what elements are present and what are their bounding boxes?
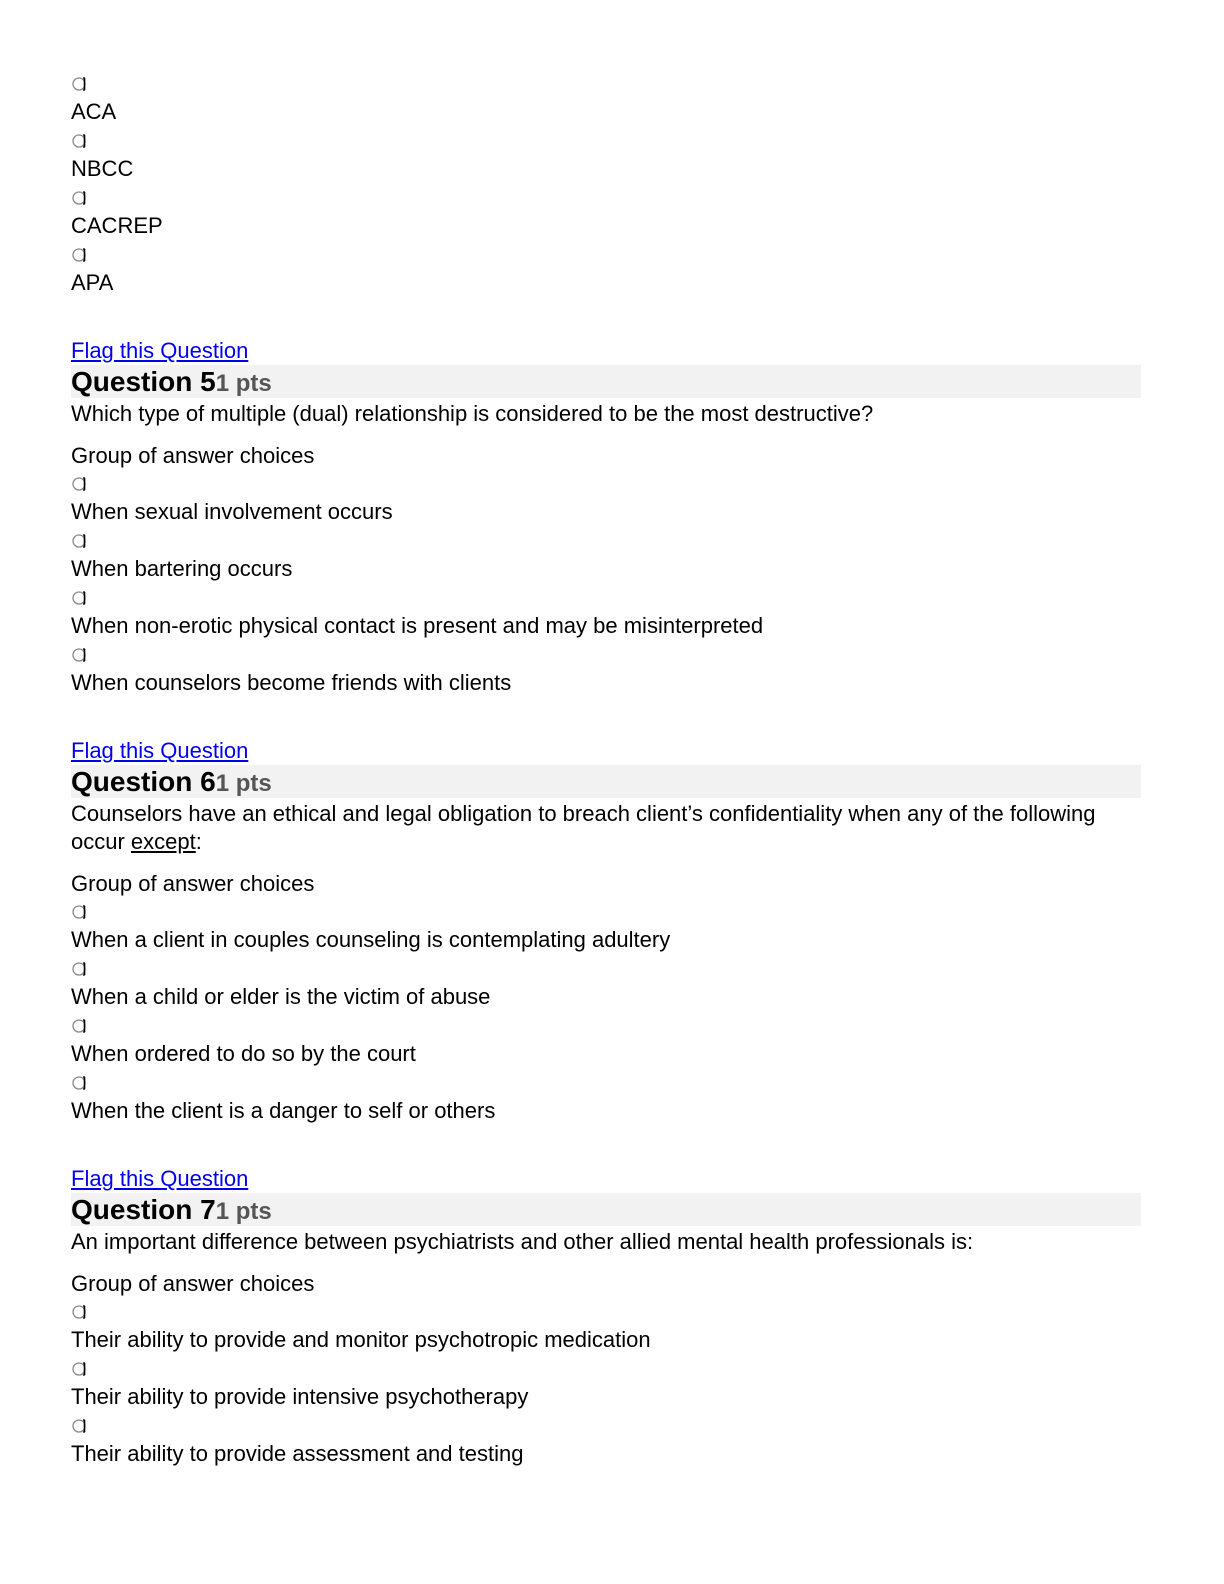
radio-row xyxy=(71,1355,1141,1381)
radio-button[interactable] xyxy=(71,1417,88,1434)
choice-label: ACA xyxy=(71,99,117,124)
question-text xyxy=(71,800,1141,856)
choice-label: When sexual involvement occurs xyxy=(71,499,393,524)
question-title: Question 5 xyxy=(71,366,216,397)
question-title: Question 6 xyxy=(71,766,216,797)
question-header xyxy=(71,365,1141,398)
question-text xyxy=(71,400,1141,428)
question-title: Question 7 xyxy=(71,1194,216,1225)
spacer xyxy=(71,1126,1141,1166)
choice-label: Their ability to provide and monitor psychotropic medication xyxy=(71,1327,651,1352)
radio-button[interactable] xyxy=(71,589,88,606)
radio-button[interactable] xyxy=(71,1074,88,1091)
choice-label: When counselors become friends with clients xyxy=(71,670,512,695)
radio-row xyxy=(71,70,1141,96)
group-label: Group of answer choices xyxy=(71,443,315,468)
question-text-end: : xyxy=(195,829,202,854)
radio-circle-icon xyxy=(71,475,88,492)
radio-circle-icon xyxy=(71,589,88,606)
radio-row xyxy=(71,1012,1141,1038)
radio-circle-icon xyxy=(71,132,88,149)
choice-label: When ordered to do so by the court xyxy=(71,1041,416,1066)
choice-label: When a child or elder is the victim of abuse xyxy=(71,984,491,1009)
radio-button[interactable] xyxy=(71,189,88,206)
question-points: 1 pts xyxy=(215,370,272,397)
radio-circle-icon xyxy=(71,1074,88,1091)
choice-label: When a client in couples counseling is contemplating adultery xyxy=(71,927,671,952)
question-text xyxy=(71,1228,1141,1256)
question-5 xyxy=(71,338,1141,698)
radio-row xyxy=(71,470,1141,496)
radio-circle-icon xyxy=(71,960,88,977)
spacer xyxy=(71,298,1141,338)
radio-button[interactable] xyxy=(71,1360,88,1377)
radio-button[interactable] xyxy=(71,646,88,663)
radio-circle-icon xyxy=(71,903,88,920)
previous-question-choices xyxy=(71,70,1141,298)
spacer xyxy=(71,698,1141,738)
question-text-main: An important difference between psychiatrists and other allied mental health professionals is: xyxy=(71,1229,974,1254)
choice-label: APA xyxy=(71,270,114,295)
radio-row xyxy=(71,955,1141,981)
radio-row xyxy=(71,184,1141,210)
radio-button[interactable] xyxy=(71,475,88,492)
group-label: Group of answer choices xyxy=(71,871,315,896)
quiz-page xyxy=(71,70,1141,1469)
choice-label: When the client is a danger to self or others xyxy=(71,1098,496,1123)
radio-circle-icon xyxy=(71,646,88,663)
flag-question-link[interactable]: Flag this Question xyxy=(71,738,249,763)
question-6 xyxy=(71,738,1141,1126)
radio-circle-icon xyxy=(71,75,88,92)
radio-circle-icon xyxy=(71,1417,88,1434)
radio-button[interactable] xyxy=(71,75,88,92)
choice-label: When bartering occurs xyxy=(71,556,293,581)
question-points: 1 pts xyxy=(215,1198,272,1225)
choice-label: Their ability to provide assessment and testing xyxy=(71,1441,524,1466)
radio-circle-icon xyxy=(71,1303,88,1320)
radio-circle-icon xyxy=(71,1017,88,1034)
choice-label: NBCC xyxy=(71,156,134,181)
choice-label: When non-erotic physical contact is present and may be misinterpreted xyxy=(71,613,764,638)
flag-question-link[interactable]: Flag this Question xyxy=(71,338,249,363)
radio-button[interactable] xyxy=(71,132,88,149)
question-header xyxy=(71,1193,1141,1226)
radio-button[interactable] xyxy=(71,532,88,549)
radio-circle-icon xyxy=(71,189,88,206)
radio-row xyxy=(71,1298,1141,1324)
radio-button[interactable] xyxy=(71,903,88,920)
group-label: Group of answer choices xyxy=(71,1271,315,1296)
question-header xyxy=(71,765,1141,798)
radio-row xyxy=(71,527,1141,553)
question-text-main: Counselors have an ethical and legal obligation to breach client’s confidentiality when any of the following occur xyxy=(71,801,1096,854)
radio-button[interactable] xyxy=(71,1017,88,1034)
radio-row xyxy=(71,641,1141,667)
question-text-underlined: except xyxy=(130,829,196,854)
radio-button[interactable] xyxy=(71,246,88,263)
radio-row xyxy=(71,584,1141,610)
radio-row xyxy=(71,898,1141,924)
question-text-main: Which type of multiple (dual) relationship is considered to be the most destructive? xyxy=(71,401,874,426)
flag-question-link[interactable]: Flag this Question xyxy=(71,1166,249,1191)
radio-button[interactable] xyxy=(71,1303,88,1320)
radio-row xyxy=(71,127,1141,153)
question-points: 1 pts xyxy=(215,770,272,797)
radio-row xyxy=(71,1412,1141,1438)
radio-button[interactable] xyxy=(71,960,88,977)
radio-circle-icon xyxy=(71,246,88,263)
choice-label: Their ability to provide intensive psychotherapy xyxy=(71,1384,529,1409)
radio-row xyxy=(71,241,1141,267)
radio-row xyxy=(71,1069,1141,1095)
radio-circle-icon xyxy=(71,1360,88,1377)
radio-circle-icon xyxy=(71,532,88,549)
question-7 xyxy=(71,1166,1141,1469)
choice-label: CACREP xyxy=(71,213,163,238)
